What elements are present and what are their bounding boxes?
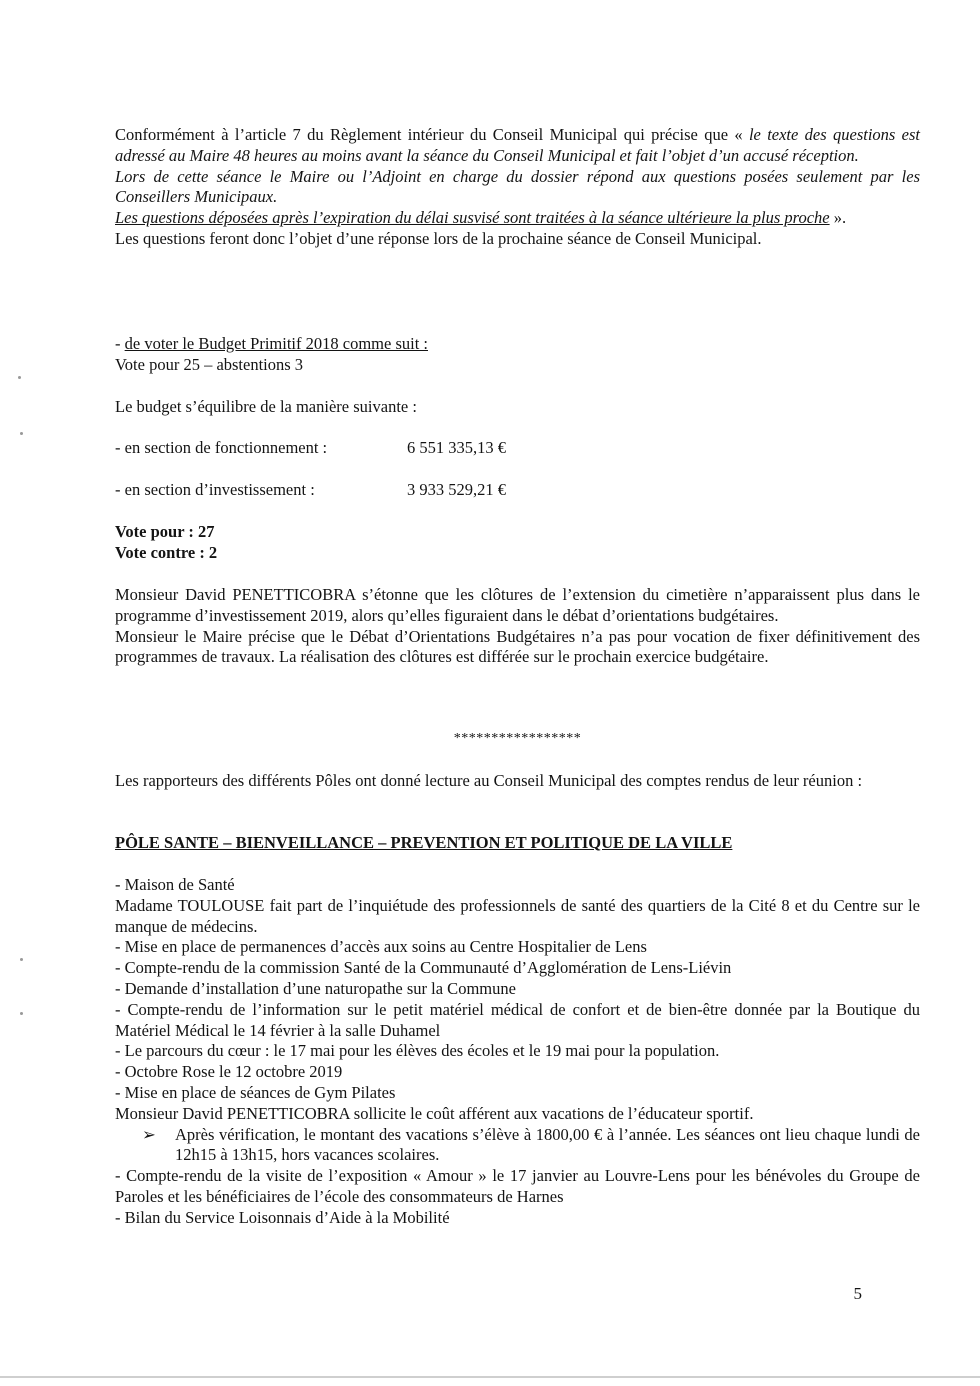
budget-heading-text: de voter le Budget Primitif 2018 comme suit : [124, 334, 428, 353]
scan-bottom-edge [0, 1376, 980, 1378]
separator [115, 729, 920, 750]
pole-items [115, 875, 920, 1229]
intro-paragraph-deadline [115, 208, 920, 229]
budget-balance-intro: Le budget s’équilibre de la manière suivante : [115, 397, 417, 416]
pole-title-text: PÔLE SANTE – BIENVEILLANCE – PREVENTION ET POLITIQUE DE LA VILLE [115, 833, 733, 852]
budget-row-investissement [115, 480, 920, 501]
page-number: 5 [853, 1284, 862, 1303]
arrow-bullet-icon: ➢ [142, 1124, 156, 1144]
intro-paragraph-answers: Lors de cette séance le Maire ou l’Adjoint en charge du dossier répond aux questions posées seulement par les Conseillers Municipaux. [115, 166, 920, 207]
intro-text: Conformément à l’article 7 du Règlement intérieur du Conseil Municipal qui précise que « [115, 125, 749, 144]
list-item: - Demande d’installation d’une naturopathe sur la Commune [115, 978, 516, 998]
list-item: - Octobre Rose le 12 octobre 2019 [115, 1062, 343, 1082]
list-item: - Compte-rendu de l’information sur le petit matériel médical de confort et de bien-être donnée par la Boutique du Matériel Médical le 14 février à la salle Duhamel [115, 999, 920, 1040]
list-item: - Mise en place de séances de Gym Pilates [115, 1082, 396, 1102]
vote-contre: Vote contre : 2 [115, 542, 218, 562]
list-item: Monsieur David PENETTICOBRA sollicite le coût afférent aux vacations de l’éducateur sportif. [115, 1103, 754, 1123]
vote-pour: Vote pour : 27 [115, 522, 215, 541]
pole-title [115, 833, 920, 854]
list-item: - Compte-rendu de la commission Santé de la Communauté d’Agglomération de Lens-Liévin [115, 958, 732, 978]
investissement-label: - en section d’investissement : [115, 480, 315, 499]
budget-heading [115, 334, 920, 355]
investissement-value: 3 933 529,21 € [407, 480, 506, 499]
list-item: - Bilan du Service Loisonnais d’Aide à la Mobilité [115, 1207, 450, 1227]
intro-section [115, 125, 920, 250]
discussion-question: Monsieur David PENETTICOBRA s’étonne que les clôtures de l’extension du cimetière n’apparaissent plus dans le programme d’investissement 2019, alors qu’elles figuraient dans le débat d’orientations budgétaires. [115, 585, 920, 625]
budget-vote-result [115, 522, 920, 564]
budget-vote-line: Vote pour 25 – abstentions 3 [115, 354, 304, 374]
list-item: - Compte-rendu de la visite de l’exposition « Amour » le 17 janvier au Louvre-Lens pour les bénévoles du Groupe de Paroles et les bénéficiaires de l’école des consommateurs de Harnes [115, 1166, 920, 1206]
scan-speck [20, 432, 23, 435]
budget-heading-dash: - [115, 334, 125, 353]
list-item: - Maison de Santé [115, 875, 235, 894]
intro-quote: le texte des questions est adressé au Maire 48 heures au moins avant la séance du Conseil Municipal et fait l’objet d’un accusé réception. [115, 125, 920, 165]
budget-row-fonctionnement [115, 438, 920, 459]
deadline-rule: Les questions déposées après l’expiration du délai susvisé sont traitées à la séance ultérieure la plus proche [115, 208, 830, 228]
budget-balance [115, 397, 920, 418]
pole-title-block [115, 833, 920, 854]
separator-stars: ***************** [453, 731, 582, 746]
rapporteurs-paragraph: Les rapporteurs des différents Pôles ont donné lecture au Conseil Municipal des comptes rendus de leur réunion : [115, 771, 863, 790]
discussion-section [115, 585, 920, 668]
scan-speck [20, 1012, 23, 1015]
list-item: Madame TOULOUSE fait part de l’inquiétude des professionnels de santé des quartiers de la Cité 8 et du Centre sur le manque de médecins. [115, 895, 920, 936]
scan-speck [18, 376, 21, 379]
list-item: - Le parcours du cœur : le 17 mai pour les élèves des écoles et le 19 mai pour la population. [115, 1041, 720, 1061]
answer-bullet-item [115, 1125, 920, 1167]
intro-paragraph-article-7 [115, 125, 920, 167]
rapporteurs-section [115, 771, 920, 792]
fonctionnement-label: - en section de fonctionnement : [115, 438, 328, 457]
scan-speck [20, 958, 23, 961]
discussion-answer: Monsieur le Maire précise que le Débat d’Orientations Budgétaires n’a pas pour vocation de fixer définitivement des programmes de travaux. La réalisation des clôtures est différée sur le prochain exercice budgétaire. [115, 626, 920, 667]
budget-section [115, 334, 920, 376]
fonctionnement-value: 6 551 335,13 € [407, 438, 506, 457]
quote-close: ». [829, 208, 847, 228]
intro-paragraph-next-session: Les questions feront donc l’objet d’une réponse lors de la prochaine séance de Conseil Municipal. [115, 228, 762, 248]
list-item: - Mise en place de permanences d’accès aux soins au Centre Hospitalier de Lens [115, 937, 647, 957]
answer-text: Après vérification, le montant des vacations s’élève à 1800,00 € à l’année. Les séances ont lieu chaque lundi de 12h15 à 13h15, hors vacances scolaires. [175, 1124, 920, 1165]
